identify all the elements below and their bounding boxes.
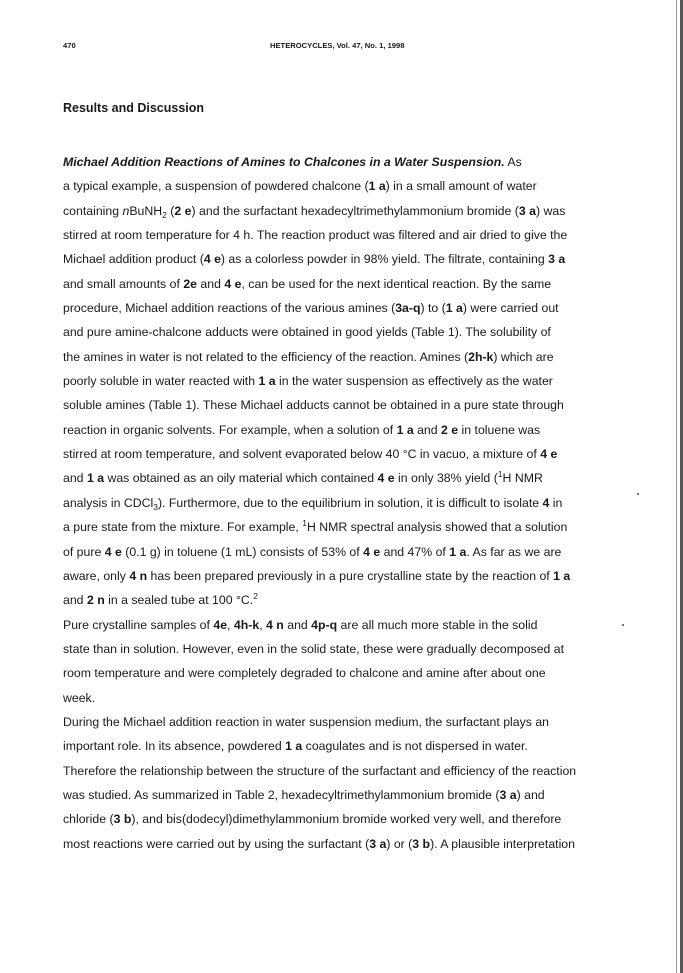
text-line: was studied. As summarized in Table 2, hexadecyltrimethylammonium bromide (3 a) and xyxy=(63,787,545,802)
text-line: reaction in organic solvents. For example, when a solution of 1 a and 2 e in toluene was xyxy=(63,422,541,437)
text-line: procedure, Michael addition reactions of the various amines (3a-q) to (1 a) were carried out xyxy=(63,301,559,316)
text-line: and pure amine-chalcone adducts were obtained in good yields (Table 1). The solubility of xyxy=(63,325,551,340)
text-line: the amines in water is not related to the efficiency of the reaction. Amines (2h-k) which are xyxy=(63,349,554,364)
text-line: stirred at room temperature for 4 h. The reaction product was filtered and air dried to give the xyxy=(63,228,568,243)
text-line: most reactions were carried out by using the surfactant (3 a) or (3 b). A plausible interpretation xyxy=(63,836,575,851)
text-line: of pure 4 e (0.1 g) in toluene (1 mL) consists of 53% of 4 e and 47% of 1 a. As far as we are xyxy=(63,544,562,559)
text-line: and 2 n in a sealed tube at 100 °C.$^2$ xyxy=(63,591,258,608)
text-line: analysis in CDCl$_3$). Furthermore, due to the equilibrium in solution, it is difficult to isolate 4 in xyxy=(63,495,563,512)
text-line: During the Michael addition reaction in water suspension medium, the surfactant plays an xyxy=(63,714,549,729)
text-line: room temperature and were completely degraded to chalcone and amine after about one xyxy=(63,666,546,681)
text-line: soluble amines (Table 1). These Michael adducts cannot be obtained in a pure state through xyxy=(63,398,564,413)
page-number: 470 xyxy=(63,41,76,50)
text-line: aware, only 4 n has been prepared previously in a pure crystalline state by the reaction of 1 a xyxy=(63,568,571,583)
text-line: week. xyxy=(63,690,96,705)
text-line: and 1 a was obtained as an oily material which contained 4 e in only 38% yield ($^1$H NMR xyxy=(63,469,543,486)
text-line: chloride (3 b), and bis(dodecyl)dimethylammonium bromide worked very well, and therefore xyxy=(63,812,562,827)
page-edge-line xyxy=(676,0,677,973)
text-line: a pure state from the mixture. For example, $^1$H NMR spectral analysis showed that a solution xyxy=(63,518,568,535)
text-line: important role. In its absence, powdered 1 a coagulates and is not dispersed in water. xyxy=(63,739,528,754)
text-line: stirred at room temperature, and solvent evaporated below 40 °C in vacuo, a mixture of 4 e xyxy=(63,447,558,462)
body-text xyxy=(63,150,648,856)
section-title: Results and Discussion xyxy=(63,101,205,115)
text-line: Michael addition product (4 e) as a colorless powder in 98% yield. The filtrate, containing 3 a xyxy=(63,252,566,267)
text-line: and small amounts of 2e and 4 e, can be used for the next identical reaction. By the same xyxy=(63,276,552,291)
text-line: Michael Addition Reactions of Amines to Chalcones in a Water Suspension. As xyxy=(63,155,522,169)
text-line: a typical example, a suspension of powdered chalcone (1 a) in a small amount of water xyxy=(63,179,537,194)
text-line: Therefore the relationship between the structure of the surfactant and efficiency of the reaction xyxy=(63,763,577,778)
text-line: state than in solution. However, even in the solid state, these were gradually decomposed at xyxy=(63,641,565,656)
text-line: Pure crystalline samples of 4e, 4h-k, 4 n and 4p-q are all much more stable in the solid xyxy=(63,617,538,632)
text-line: poorly soluble in water reacted with 1 a in the water suspension as effectively as the water xyxy=(63,374,553,389)
text-line: containing nBuNH$_2$ (2 e) and the surfactant hexadecyltrimethylammonium bromide (3 a) was xyxy=(63,203,566,220)
subheading: Michael Addition Reactions of Amines to Chalcones in a Water Suspension. xyxy=(63,155,505,169)
journal-citation: HETEROCYCLES, Vol. 47, No. 1, 1998 xyxy=(270,41,405,50)
